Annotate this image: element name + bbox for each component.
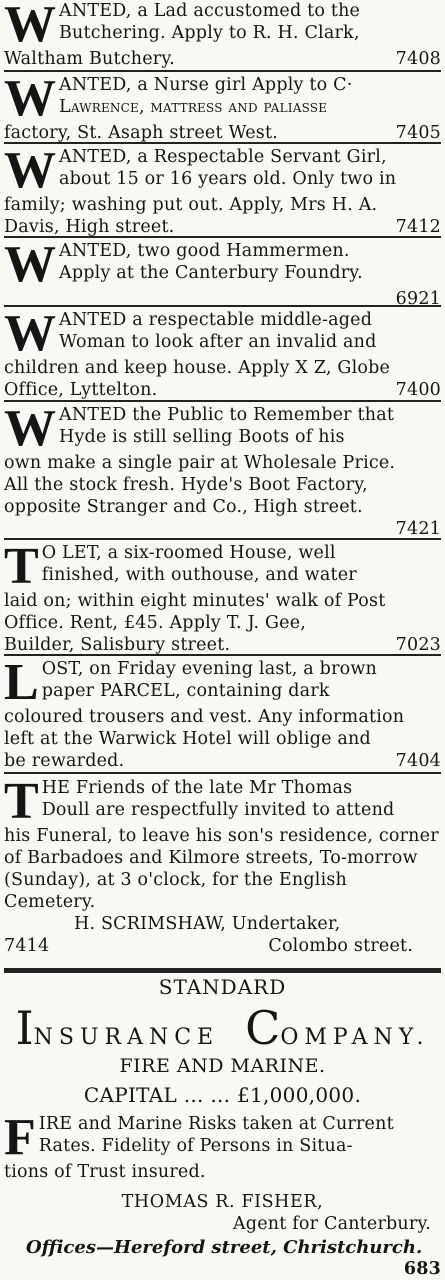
divider — [4, 772, 441, 774]
ad-text — [4, 773, 441, 957]
undertaker-signature: H. SCRIMSHAW, Undertaker, — [74, 914, 341, 934]
ad-text — [4, 142, 441, 238]
ad-middle-aged-woman — [4, 305, 441, 401]
ad-text — [4, 70, 441, 144]
drop-cap: W — [4, 70, 56, 127]
divider — [4, 142, 441, 144]
divider — [4, 538, 441, 540]
drop-cap: W — [4, 142, 56, 199]
ad-number: 7400 — [395, 380, 441, 400]
ad-number: 7404 — [395, 751, 441, 771]
ad-line: Cemetery. — [4, 892, 96, 912]
ad-line: IRE and Marine Risks taken at Current — [38, 1114, 394, 1134]
name-part: OMPANY. — [280, 1025, 430, 1050]
divider — [4, 236, 441, 238]
ad-line: Hyde is still selling Boots of his — [59, 427, 345, 447]
insurance-offices: Offices—Hereford street, Christchurch. — [26, 1237, 423, 1258]
ad-line: family; washing put out. Apply, Mrs H. A. — [4, 195, 378, 215]
undertaker-address: Colombo street. — [268, 936, 413, 956]
name-initial: C — [245, 1001, 281, 1055]
ad-text — [4, 654, 441, 772]
ad-line: children and keep house. Apply X Z, Globe — [4, 358, 391, 378]
ad-text — [4, 236, 441, 310]
drop-cap: W — [4, 0, 56, 53]
ad-line: factory, St. Asaph street West. 7405 — [4, 123, 441, 143]
ad-text — [4, 305, 441, 401]
ad-line — [4, 935, 441, 957]
ad-text — [4, 538, 441, 656]
ad-line: left at the Warwick Hotel will oblige and — [4, 729, 371, 749]
ad-line: Office, Lyttelton. 7400 — [4, 380, 441, 400]
ad-line: laid on; within eight minutes' walk of Post — [4, 591, 386, 611]
ad-line: ANTED, a Nurse girl Apply to C· — [59, 75, 353, 95]
ad-line: Apply at the Canterbury Foundry. — [59, 263, 363, 283]
ad-line: own make a single pair at Wholesale Price. — [4, 453, 396, 473]
divider — [4, 654, 441, 656]
ad-number: 683 — [403, 1259, 441, 1279]
ad-line: about 15 or 16 years old. Only two in — [59, 169, 397, 189]
ad-standard-insurance — [4, 975, 441, 1280]
drop-cap: T — [4, 773, 39, 830]
ad-line: Office. Rent, £45. Apply T. J. Gee, — [4, 613, 307, 633]
divider — [4, 400, 441, 402]
ad-number: 6921 — [395, 289, 441, 309]
ad-text — [4, 0, 441, 70]
ad-line: be rewarded. 7404 — [4, 751, 441, 771]
ad-line: O LET, a six-roomed House, well — [41, 543, 336, 563]
ad-line: (Sunday), at 3 o'clock, for the English — [4, 870, 348, 890]
ad-line: HE Friends of the late Mr Thomas — [41, 778, 353, 798]
ad-line: Doull are respectfully invited to attend — [41, 800, 395, 820]
ad-line: finished, with outhouse, and water — [41, 565, 357, 585]
ad-line: All the stock fresh. Hyde's Boot Factory, — [4, 475, 368, 495]
divider-thick — [4, 968, 441, 973]
ad-line: Woman to look after an invalid and — [59, 332, 377, 352]
ad-line: Butchering. Apply to R. H. Clark, — [59, 23, 360, 43]
drop-cap: W — [4, 305, 56, 362]
drop-cap: F — [4, 1109, 36, 1166]
ad-line: OST, on Friday evening last, a brown — [41, 659, 378, 679]
ad-line: tions of Trust insured. — [4, 1162, 206, 1182]
ad-number: 7421 — [395, 519, 441, 539]
ad-number: 7405 — [395, 123, 441, 143]
ad-funeral-notice — [4, 773, 441, 957]
ad-line: his Funeral, to leave his son's residence, corner — [4, 826, 439, 846]
name-part: NSURANCE — [33, 1025, 220, 1050]
agent-name: THOMAS R. FISHER, — [121, 1192, 324, 1212]
insurance-text — [4, 1109, 441, 1183]
ad-line: ANTED, a Lad accustomed to the — [59, 1, 361, 21]
ad-line: of Barbadoes and Kilmore streets, To-morrow — [4, 848, 418, 868]
ad-line: opposite Stranger and Co., High street. — [4, 497, 363, 517]
insurance-company-name — [4, 1001, 441, 1055]
ad-line: paper PARCEL, containing dark — [41, 681, 330, 701]
ad-to-let-house — [4, 538, 441, 656]
insurance-subheading: FIRE AND MARINE. — [119, 1055, 326, 1077]
name-initial: I — [15, 1001, 34, 1055]
ad-hydes-boots — [4, 400, 441, 540]
ad-number: 7412 — [395, 217, 441, 237]
ad-number: 7414 — [4, 936, 50, 956]
drop-cap: T — [4, 538, 39, 595]
ad-butcher — [4, 0, 441, 70]
drop-cap: W — [4, 236, 56, 293]
ad-text — [4, 400, 441, 540]
ad-line: ANTED the Public to Remember that — [59, 405, 395, 425]
ad-lost-parcel — [4, 654, 441, 772]
ad-line: ANTED a respectable middle-aged — [59, 310, 373, 330]
ad-line: ANTED, two good Hammermen. — [59, 241, 350, 261]
insurance-capital: CAPITAL ... ... £1,000,000. — [83, 1083, 362, 1107]
ad-hammermen — [4, 236, 441, 310]
divider — [4, 70, 441, 72]
ad-nurse-girl — [4, 70, 441, 144]
ad-line: ANTED, a Respectable Servant Girl, — [59, 147, 387, 167]
ad-number: 7408 — [395, 49, 441, 69]
ad-line: Builder, Salisbury street. 7023 — [4, 635, 441, 655]
ad-line: coloured trousers and vest. Any information — [4, 707, 405, 727]
ad-number: 7023 — [395, 635, 441, 655]
drop-cap: W — [4, 400, 56, 457]
insurance-heading: STANDARD — [158, 975, 287, 999]
ad-line: Davis, High street. 7412 — [4, 217, 441, 237]
divider — [4, 305, 441, 307]
ad-line: Lawrence, mattress and paliasse — [59, 97, 328, 117]
agent-role: Agent for Canterbury. — [232, 1214, 431, 1234]
ad-servant-girl — [4, 142, 441, 238]
ad-line: Waltham Butchery. 7408 — [4, 49, 441, 69]
drop-cap: L — [4, 654, 39, 711]
ad-line: Rates. Fidelity of Persons in Situa- — [38, 1136, 353, 1156]
